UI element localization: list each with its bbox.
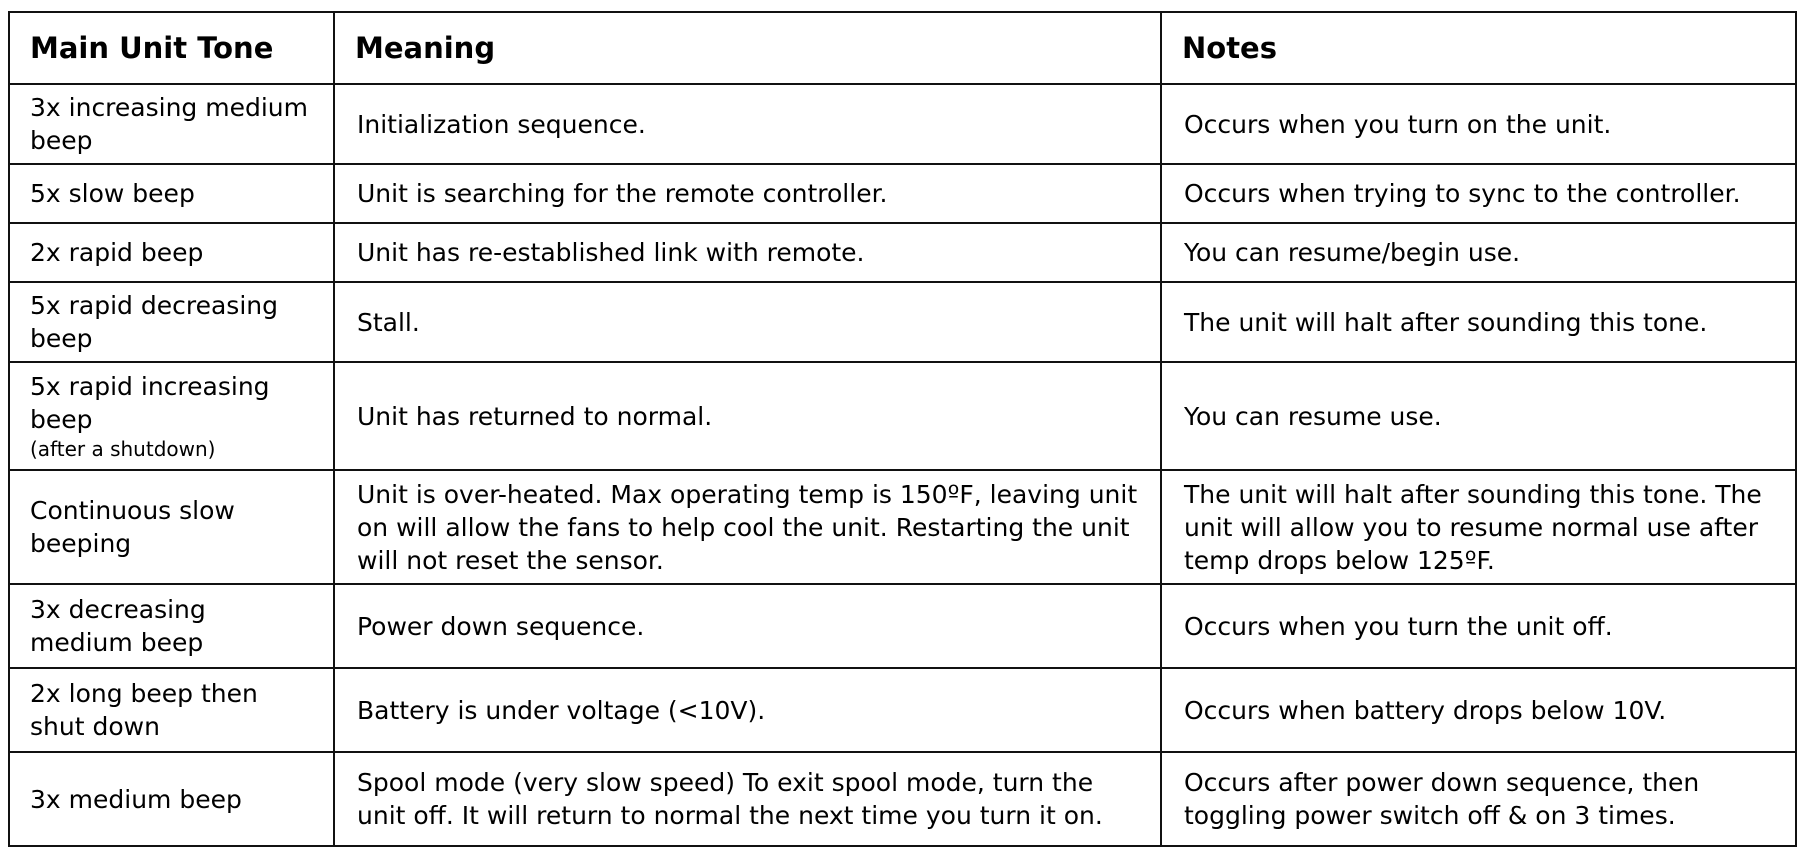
table-row xyxy=(9,752,1796,846)
notes-cell: You can resume use. xyxy=(1161,362,1796,470)
meaning-cell: Stall. xyxy=(334,282,1161,362)
tone-cell: 5x slow beep xyxy=(9,164,334,223)
tone-cell: 3x decreasing medium beep xyxy=(9,584,334,668)
header-main-unit-tone: Main Unit Tone xyxy=(9,12,334,84)
table-row xyxy=(9,584,1796,668)
table-row xyxy=(9,223,1796,282)
tone-cell: 3x increasing medium beep xyxy=(9,84,334,164)
meaning-cell: Power down sequence. xyxy=(334,584,1161,668)
table-row xyxy=(9,470,1796,584)
notes-cell: Occurs when battery drops below 10V. xyxy=(1161,668,1796,752)
header-meaning: Meaning xyxy=(334,12,1161,84)
meaning-cell: Spool mode (very slow speed) To exit spool mode, turn the unit off. It will return to normal the next time you turn it on. xyxy=(334,752,1161,846)
meaning-cell: Battery is under voltage (<10V). xyxy=(334,668,1161,752)
meaning-cell: Initialization sequence. xyxy=(334,84,1161,164)
notes-cell: You can resume/begin use. xyxy=(1161,223,1796,282)
tone-cell: 3x medium beep xyxy=(9,752,334,846)
table-row xyxy=(9,282,1796,362)
table-row xyxy=(9,164,1796,223)
tone-table xyxy=(8,11,1797,847)
header-notes: Notes xyxy=(1161,12,1796,84)
notes-cell: The unit will halt after sounding this tone. The unit will allow you to resume normal use after temp drops below 125ºF. xyxy=(1161,470,1796,584)
tone-cell: 5x rapid decreasing beep xyxy=(9,282,334,362)
tone-cell: 2x rapid beep xyxy=(9,223,334,282)
tone-text: 5x rapid increasing beep xyxy=(30,371,270,434)
table-row xyxy=(9,362,1796,470)
notes-cell: Occurs when you turn the unit off. xyxy=(1161,584,1796,668)
meaning-cell: Unit has re-established link with remote. xyxy=(334,223,1161,282)
meaning-cell: Unit has returned to normal. xyxy=(334,362,1161,470)
header-row xyxy=(9,12,1796,84)
tone-cell: 2x long beep then shut down xyxy=(9,668,334,752)
notes-cell: Occurs after power down sequence, then toggling power switch off & on 3 times. xyxy=(1161,752,1796,846)
tone-cell: Continuous slow beeping xyxy=(9,470,334,584)
tone-subnote: (after a shutdown) xyxy=(30,436,216,461)
notes-cell: Occurs when trying to sync to the controller. xyxy=(1161,164,1796,223)
notes-cell: Occurs when you turn on the unit. xyxy=(1161,84,1796,164)
meaning-cell: Unit is searching for the remote controller. xyxy=(334,164,1161,223)
notes-cell: The unit will halt after sounding this tone. xyxy=(1161,282,1796,362)
tone-cell xyxy=(9,362,334,470)
table-row xyxy=(9,668,1796,752)
table-row xyxy=(9,84,1796,164)
meaning-cell: Unit is over-heated. Max operating temp is 150ºF, leaving unit on will allow the fans to help cool the unit. Restarting the unit will not reset the sensor. xyxy=(334,470,1161,584)
